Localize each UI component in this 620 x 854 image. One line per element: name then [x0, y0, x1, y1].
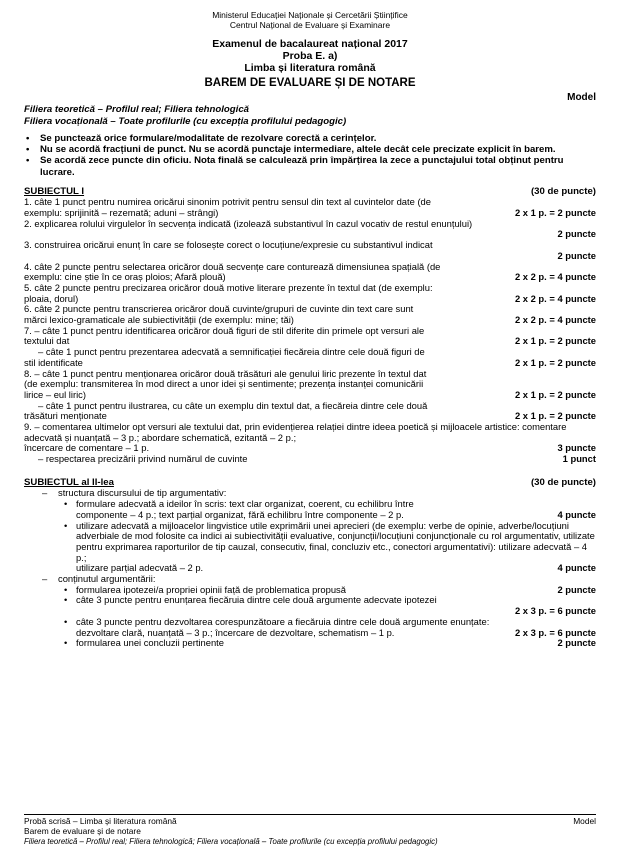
criterion-5-score: 2 x 3 p. = 6 puncte: [514, 626, 596, 638]
item-5-score: 2 x 2 p. = 4 puncte: [514, 292, 596, 304]
center-name: Centrul Național de Evaluare și Examinare: [229, 20, 391, 30]
criterion-6-row: [24, 638, 596, 649]
footer-line-1: Probă scrisă – Limba și literatura română: [24, 816, 177, 826]
criterion-5-text: • câte 3 puncte pentru dezvoltarea corespunzătoare a fiecăruia dintre cele două argumente enunțate:: [24, 617, 596, 628]
footer-line-3: Filiera teoretică – Profilul real; Filiera tehnologică; Filiera vocațională – Toate profilurile (cu excepția profilului pedagogic): [24, 836, 438, 846]
criterion-3-score: 2 puncte: [557, 583, 596, 595]
item-3-score: 2 puncte: [557, 249, 596, 261]
exam-subject: Limba și literatura română: [244, 62, 376, 74]
section-2-points: (30 de puncte): [530, 476, 596, 488]
criterion-2-score: 4 puncte: [557, 562, 596, 574]
item-7-cont-2: stil identificate: [24, 356, 83, 368]
item-7-score: 2 x 1 p. = 2 puncte: [514, 335, 596, 347]
item-6-example: mărci lexico-gramaticale ale subiectivității (de exemplu: mine; tăi): [24, 314, 294, 326]
footer-line-2: Barem de evaluare și de notare: [24, 825, 141, 836]
general-rules: [24, 133, 596, 178]
criterion-6-score: 2 puncte: [557, 637, 596, 649]
criterion-2-text: • utilizare adecvată a mijloacelor lingvistice utile exprimării unei aprecieri (de exemplu: verbe de opinie, adverbe/locuțiuni adverbiale de mod folosite ca indici ai subiectivității evaluative, conjuncții/locuțiuni conjuncționale cu rol argumentativ, utilizate pentru exprimarea raporturilor de tip cauzal, consecutiv, final, concluziv etc., conectori argumentativi): utilizare adecvată – 4 p.;: [24, 521, 596, 564]
exam-proba: Proba E. a): [282, 50, 338, 62]
filiera-line-1: Filiera teoretică – Profilul real; Filiera tehnologică: [24, 104, 249, 115]
item-9-score-2: 1 punct: [562, 453, 596, 465]
item-4-score: 2 x 2 p. = 4 puncte: [514, 271, 596, 283]
item-7-text: 7. – câte 1 punct pentru identificarea oricăror două figuri de stil diferite din primele opt versuri ale: [24, 324, 425, 336]
criterion-2-cont: utilizare parțial adecvată – 2 p.: [76, 562, 204, 574]
item-8-text: 8. – câte 1 punct pentru menționarea oricăror două trăsături ale genului liric prezente în textul dat: [24, 367, 427, 379]
item-4-text: 4. câte 2 puncte pentru selectarea oricăror două secvențe care conturează dimensiunea spațială (de: [24, 260, 441, 272]
item-9-text: 9. – comentarea ultimelor opt versuri ale textului dat, prin evidențierea relației dintre ideea poetică și mijloacele artistice: comentare adecvată și nuanțată – 3 p.; abordare schematică, ezitantă – 2 p.;: [24, 421, 567, 443]
criterion-3-text: • formularea ipotezei/a propriei opinii față de problematica propusă: [76, 583, 346, 595]
item-7-row-2: [24, 358, 596, 369]
item-9-score: 3 puncte: [557, 442, 596, 454]
ministry-name: Ministerul Educației Naționale și Cercetării Științifice: [212, 10, 408, 20]
criterion-1-cont: componente – 4 p.; text parțial organizat, fără echilibru între componente – 2 p.: [76, 508, 404, 520]
item-9-cont: încercare de comentare – 1 p.: [24, 442, 150, 454]
item-8-cont: lirice – eul liric): [24, 388, 86, 400]
item-8-text-2: – câte 1 punct pentru ilustrarea, cu câte un exemplu din textul dat, a fiecăreia dintre cele două: [38, 399, 428, 411]
item-2-text: 2. explicarea rolului virgulelor în secvența indicată (izolează substantivul în cazul vocativ de restul enunțului): [24, 217, 473, 229]
item-5-text: 5. câte 2 puncte pentru precizarea oricăror două motive literare prezente în textul dat (de exemplu:: [24, 281, 433, 293]
item-7-cont: textului dat: [24, 335, 70, 347]
item-5-example: ploaia, dorul): [24, 292, 79, 304]
item-6-score: 2 x 2 p. = 4 puncte: [514, 314, 596, 326]
rule-item: • Se punctează orice formulare/modalitate de rezolvare corectă a cerințelor.: [24, 133, 596, 144]
item-2-score: 2 puncte: [557, 228, 596, 240]
item-1-text: 1. câte 1 punct pentru numirea oricărui sinonim potrivit pentru sensul din text al cuvintelor date (de: [24, 196, 431, 208]
criterion-4-score: 2 x 3 p. = 6 puncte: [514, 605, 596, 617]
rule-item: • Nu se acordă fracțiuni de punct. Nu se acordă punctaje intermediare, altele decât cele precizate explicit în barem.: [24, 144, 596, 155]
content-heading: – conținutul argumentării:: [24, 574, 596, 585]
item-8-score-2: 2 x 1 p. = 2 puncte: [514, 410, 596, 422]
footer-model: Model: [573, 816, 596, 826]
item-8-score: 2 x 1 p. = 2 puncte: [514, 388, 596, 400]
item-3-text: 3. construirea oricărui enunț în care se folosește corect o locuțiune/expresie cu substantivul indicat: [24, 239, 433, 251]
item-6-text: 6. câte 2 puncte pentru transcrierea oricăror două cuvinte/grupuri de cuvinte din text care sunt: [24, 303, 414, 315]
barem-title: BAREM DE EVALUARE ȘI DE NOTARE: [204, 77, 416, 89]
rule-item: • Se acordă zece puncte din oficiu. Nota finală se calculează prin împărțirea la zece a punctajului total obținut pentru lucrare.: [24, 155, 596, 177]
item-4-example: exemplu: cine știe în ce oraș ploios; Afară plouă): [24, 271, 226, 283]
item-1-example: exemplu: sprijinită – rezemată; aduni – strângi): [24, 207, 219, 219]
item-7-text-2: – câte 1 punct pentru prezentarea adecvată a semnificației fiecăreia dintre cele două figuri de: [38, 346, 425, 358]
section-1-points: (30 de puncte): [530, 185, 596, 197]
item-7-score-2: 2 x 1 p. = 2 puncte: [514, 356, 596, 368]
section-1-title: SUBIECTUL I: [24, 185, 85, 197]
criterion-1-score: 4 puncte: [557, 508, 596, 520]
section-2-title: SUBIECTUL al II-lea: [24, 476, 114, 488]
page-footer: [24, 814, 596, 846]
item-9-cont-2: – respectarea precizării privind numărul de cuvinte: [38, 453, 248, 465]
item-8-cont-2: trăsături menționate: [24, 410, 107, 422]
criterion-5-cont: dezvoltare clară, nuanțată – 3 p.; încercare de dezvoltare, schematism – 1 p.: [76, 626, 395, 638]
item-9-row-2: [24, 454, 596, 465]
document-page: [24, 10, 596, 649]
model-label: Model: [567, 92, 596, 103]
exam-name: Examenul de bacalaureat național 2017: [212, 38, 408, 50]
criterion-4-text: • câte 3 puncte pentru enunțarea fiecăruia dintre cele două argumente adecvate ipotezei: [24, 595, 596, 606]
criterion-1-text: • formulare adecvată a ideilor în scris: text clar organizat, coerent, cu echilibru între: [24, 499, 596, 510]
structure-heading: – structura discursului de tip argumentativ:: [24, 488, 596, 499]
item-1-score: 2 x 1 p. = 2 puncte: [514, 207, 596, 219]
criterion-1-row: [24, 510, 596, 521]
filiera-line-2: Filiera vocațională – Toate profilurile (cu excepția profilului pedagogic): [24, 115, 347, 127]
item-8-text-b: (de exemplu: transmiterea în mod direct a unor idei și sentimente; prezența instanței comunicării: [24, 378, 424, 390]
criterion-6-text: • formularea unei concluzii pertinente: [76, 637, 224, 649]
